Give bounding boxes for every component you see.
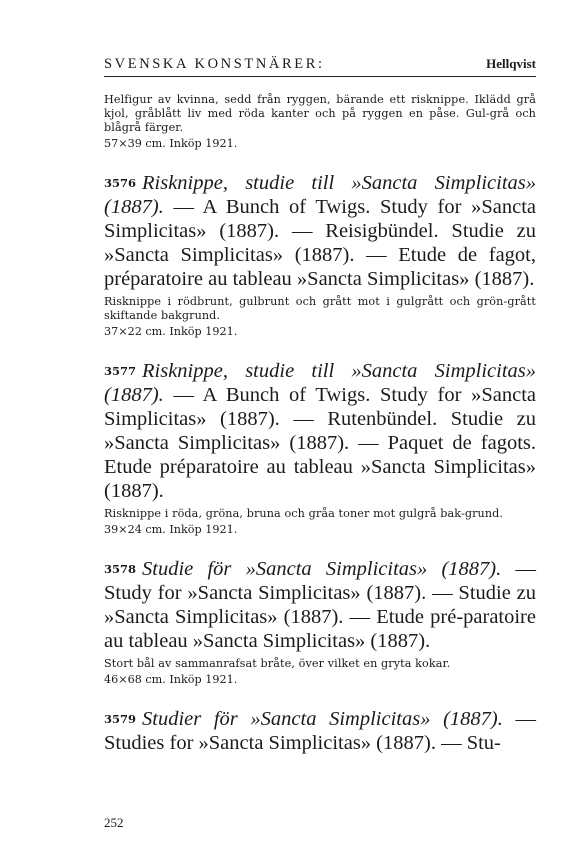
entry-description: Stort bål av sammanrafsat bråte, över vilket en gryta kokar.: [104, 657, 451, 670]
entry-heading: [104, 171, 536, 291]
entry-number: 3579: [104, 712, 137, 726]
catalog-entry: [104, 171, 536, 339]
intro-block: [104, 93, 536, 151]
entry-number: 3576: [104, 176, 137, 190]
page: [104, 56, 536, 759]
entry-title-swedish: Risknippe, studie till »Sancta Simplicitas» (1887).: [104, 172, 536, 218]
entry-number: 3578: [104, 562, 137, 576]
page-number: 252: [104, 815, 124, 830]
entry-dimensions: 39×24 cm. Inköp 1921.: [104, 523, 238, 536]
entry-title-translations: — A Bunch of Twigs. Study for »Sancta Simplicitas» (1887). — Reisigbündel. Studie zu »Sancta Simplicitas» (1887). — Etude de fagot, préparatoire au tableau »Sancta Simplicitas» (1887).: [104, 196, 536, 290]
catalog-entry: [104, 359, 536, 537]
entry-heading: [104, 707, 536, 755]
entry-heading: [104, 557, 536, 653]
entry-title-translations: — Study for »Sancta Simplicitas» (1887). — Studie zu »Sancta Simplicitas» (1887). — Etude pré-paratoire au tableau »Sancta Simplicitas» (1887).: [104, 558, 536, 652]
catalog-entry: [104, 557, 536, 687]
header-artist-name: Hellqvist: [486, 56, 536, 71]
entry-dimensions: 37×22 cm. Inköp 1921.: [104, 325, 238, 338]
running-header: [104, 56, 536, 77]
entry-description: Risknippe i rödbrunt, gulbrunt och grått mot i gulgrått och grön-grått skiftande bakgrund.: [104, 295, 536, 322]
intro-description: Helfigur av kvinna, sedd från ryggen, bärande ett risknippe. Iklädd grå kjol, gråblått liv med röda kanter och på ryggen en påse. Gul-grå och blågrå färger.: [104, 93, 536, 134]
entry-title-translations: — Studies for »Sancta Simplicitas» (1887). — Stu-: [104, 708, 537, 754]
entry-number: 3577: [104, 364, 137, 378]
header-section-title: SVENSKA KONSTNÄRER:: [104, 56, 325, 72]
entry-title-swedish: Risknippe, studie till »Sancta Simplicitas» (1887).: [104, 360, 536, 406]
entry-title-swedish: Studier för »Sancta Simplicitas» (1887).: [142, 708, 503, 730]
intro-dimensions: 57×39 cm. Inköp 1921.: [104, 137, 238, 150]
entry-title-swedish: Studie för »Sancta Simplicitas» (1887).: [142, 558, 502, 580]
entry-dimensions: 46×68 cm. Inköp 1921.: [104, 673, 238, 686]
catalog-entry: [104, 707, 536, 755]
entry-title-translations: — A Bunch of Twigs. Study for »Sancta Simplicitas» (1887). — Rutenbündel. Studie zu »Sancta Simplicitas» (1887). — Paquet de fagots. Etude préparatoire au tableau »Sancta Simplicitas» (1887).: [104, 384, 536, 502]
entry-description: Risknippe i röda, gröna, bruna och gråa toner mot gulgrå bak-grund.: [104, 507, 504, 520]
entry-heading: [104, 359, 536, 503]
